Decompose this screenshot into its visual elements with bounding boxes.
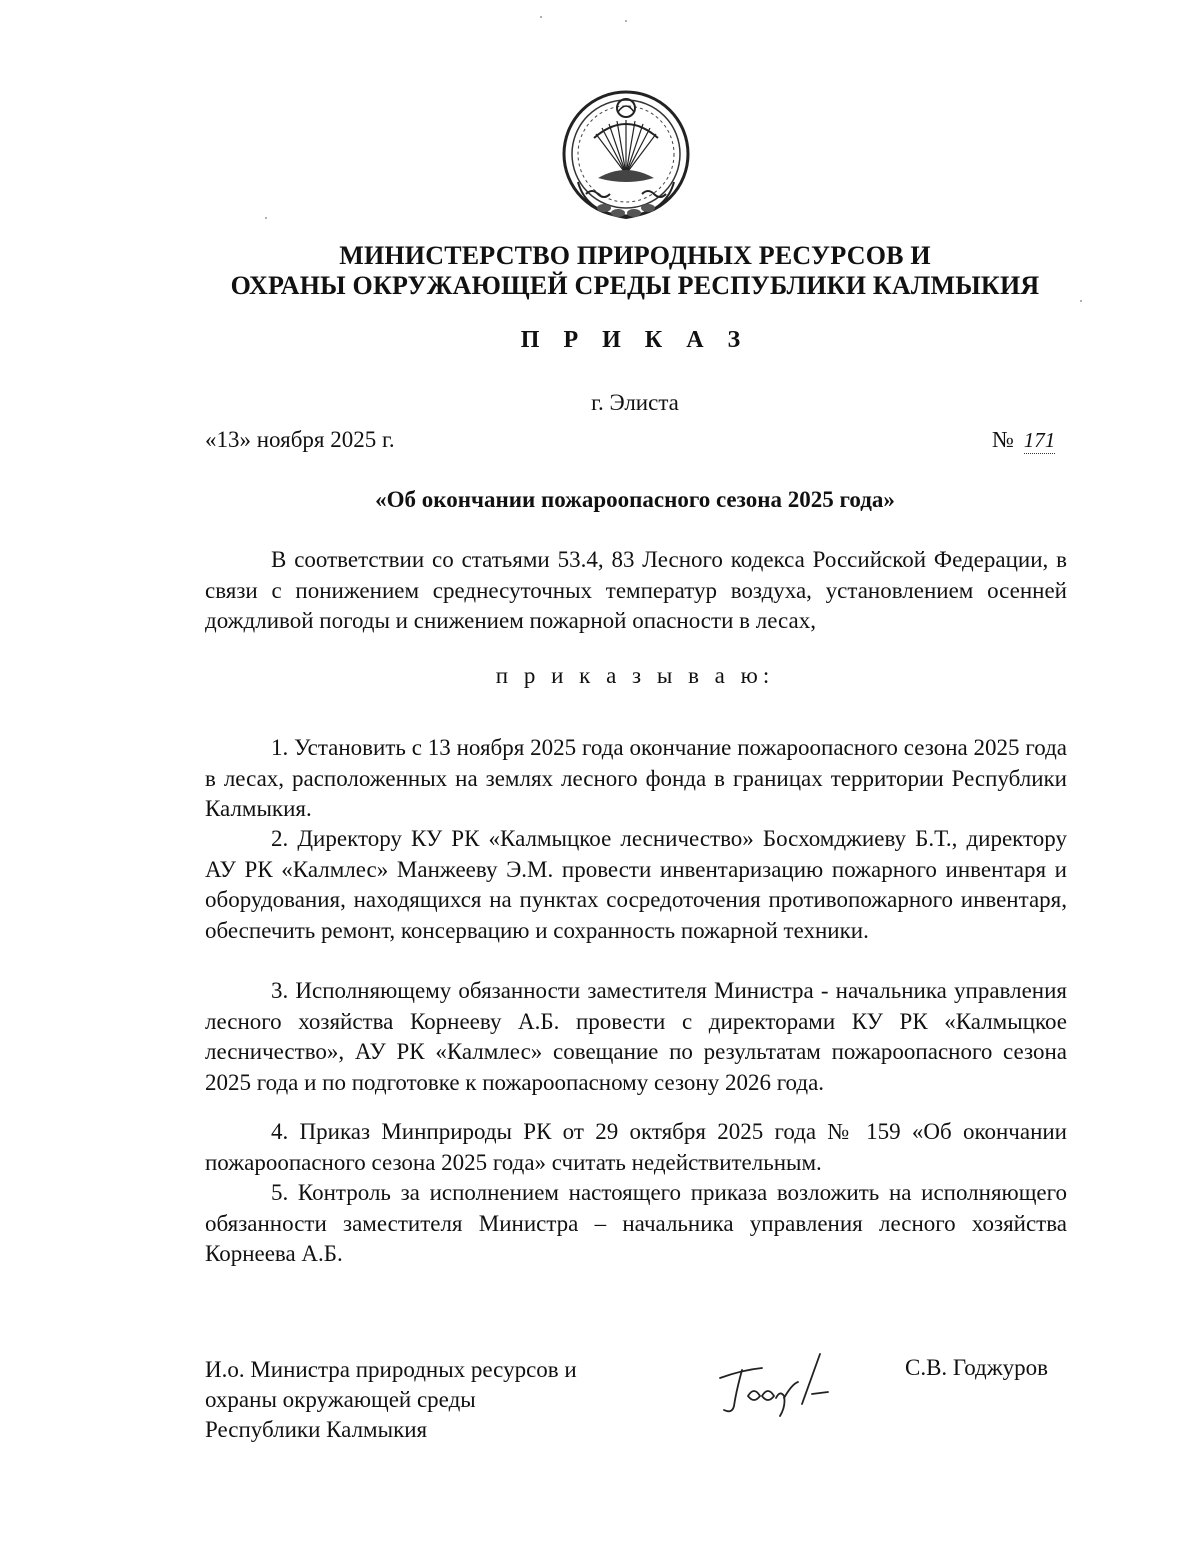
document-type: П Р И К А З [520,327,750,353]
order-item-3: 3. Исполняющему обязанности заместителя Министра - начальника управления лесного хозяйства Корнееву А.Б. провести с директорами КУ РК «Калмыцкое лесничество», АУ РК «Калмлес» совещание по результатам пожароопасного сезона 2025 года и по подготовке к пожароопасному сезону 2026 года. [205,978,1067,1095]
order-item-4: 4. Приказ Минприроды РК от 29 октября 2025 года № 159 «Об окончании пожароопасного сезона 2025 года» считать недействительным. [205,1119,1067,1175]
handwritten-signature [712,1348,840,1420]
coat-of-arms-emblem [556,82,696,228]
preamble-paragraph: В соответствии со статьями 53.4, 83 Лесного кодекса Российской Федерации, в связи с понижением среднесуточных температур воздуха, установлением осенней дождливой погоды и снижением пожарной опасности в лесах, [205,547,1067,633]
order-number [992,427,1055,454]
ministry-name-line-1: МИНИСТЕРСТВО ПРИРОДНЫХ РЕСУРСОВ И [339,241,931,270]
scan-speck [265,217,267,219]
order-item-1: 1. Установить с 13 ноября 2025 года окончание пожароопасного сезона 2025 года в лесах, расположенных на землях лесного фонда в границах территории Республики Калмыкия. [205,735,1067,821]
signatory-position-line-3: Республики Калмыкия [205,1417,428,1442]
ministry-name-line-2: ОХРАНЫ ОКРУЖАЮЩЕЙ СРЕДЫ РЕСПУБЛИКИ КАЛМЫКИЯ [230,271,1040,300]
scan-speck [1080,300,1082,302]
order-number-label: № [992,427,1014,452]
signatory-position-line-2: охраны окружающей среды [205,1387,476,1412]
order-number-value: 171 [1023,428,1056,452]
order-date: «13» ноября 2025 г. [205,427,395,452]
city: г. Элиста [591,390,679,415]
command-word: п р и к а з ы в а ю: [495,663,775,688]
signatory-position-line-1: И.о. Министра природных ресурсов и [205,1357,577,1382]
order-item-5: 5. Контроль за исполнением настоящего приказа возложить на исполняющего обязанности заместителя Министра – начальника управления лесного хозяйства Корнеева А.Б. [205,1180,1067,1266]
signatory-name: С.В. Годжуров [905,1355,1048,1380]
order-item-2: 2. Директору КУ РК «Калмыцкое лесничество» Босхомджиеву Б.Т., директору АУ РК «Калмлес» Манжееву Э.М. провести инвентаризацию пожарного инвентаря и оборудования, находящихся на пунктах сосредоточения противопожарного инвентаря, обеспечить ремонт, консервацию и сохранность пожарной техники. [205,826,1067,943]
order-title: «Об окончании пожароопасного сезона 2025 года» [375,487,895,512]
scan-speck [540,16,542,18]
scan-speck [625,20,627,22]
